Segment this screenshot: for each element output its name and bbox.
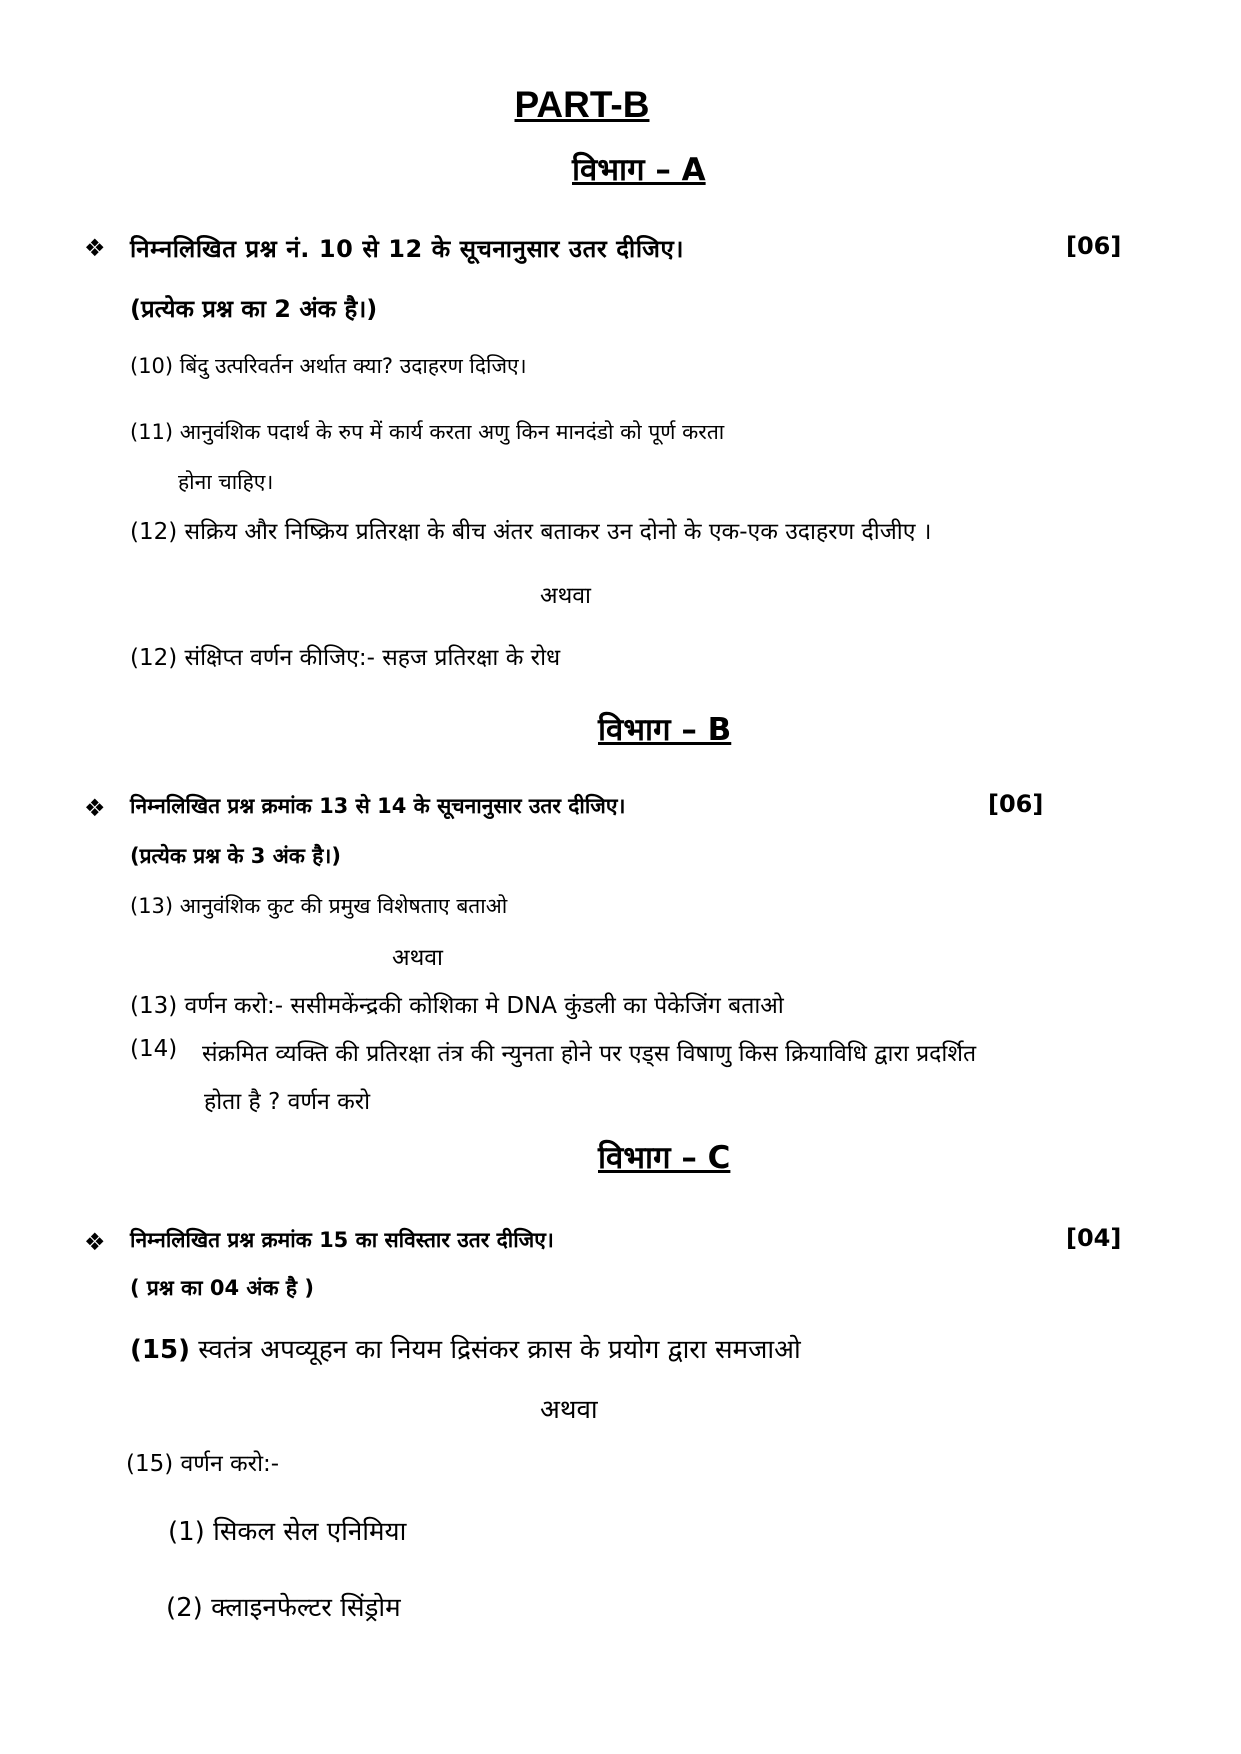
section-a-marks: [06] <box>1066 232 1122 260</box>
section-b-or: अथवा <box>392 945 444 971</box>
section-c-marks: [04] <box>1066 1224 1122 1252</box>
section-a-or: अथवा <box>540 583 592 609</box>
question-14-number: (14) <box>130 1036 178 1062</box>
section-b-title: विभाग – B <box>598 712 732 748</box>
question-15-alternative: (15) वर्णन करो:- <box>126 1451 280 1477</box>
section-c-or: अथवा <box>540 1395 598 1425</box>
section-b-sub-instruction: (प्रत्येक प्रश्न के 3 अंक है।) <box>130 844 341 868</box>
section-a-title: विभाग – A <box>572 152 706 188</box>
diamond-bullet-icon: ❖ <box>84 1228 106 1256</box>
section-c-title: विभाग – C <box>598 1140 731 1176</box>
question-11-line-2: होना चाहिए। <box>178 470 274 494</box>
question-15 <box>130 1330 801 1366</box>
question-11-line-1: (11) आनुवंशिक पदार्थ के रुप में कार्य करता अणु किन मानदंडो को पूर्ण करता <box>130 420 725 444</box>
section-a-instruction: निम्नलिखित प्रश्न नं. 10 से 12 के सूचनानुसार उतर दीजिए। <box>130 235 685 263</box>
diamond-bullet-icon: ❖ <box>84 794 106 822</box>
question-15-text: स्वतंत्र अपव्यूहन का नियम द्रिसंकर क्रास के प्रयोग द्वारा समजाओ <box>198 1335 801 1365</box>
section-b-marks: [06] <box>988 790 1044 818</box>
question-12-alternative: (12) संक्षिप्त वर्णन कीजिए:- सहज प्रतिरक्षा के रोध <box>130 645 561 671</box>
question-14-line-1: संक्रमित व्यक्ति की प्रतिरक्षा तंत्र की न्युनता होने पर एड्स विषाणु किस क्रियाविधि द्वारा प्रदर्शित <box>202 1041 977 1067</box>
diamond-bullet-icon: ❖ <box>84 234 106 262</box>
section-b-instruction: निम्नलिखित प्रश्न क्रमांक 13 से 14 के सूचनानुसार उतर दीजिए। <box>130 794 626 818</box>
question-10: (10) बिंदु उत्परिवर्तन अर्थात क्या? उदाहरण दिजिए। <box>130 354 527 378</box>
part-title: PART-B <box>514 84 650 125</box>
question-13: (13) आनुवंशिक कुट की प्रमुख विशेषताए बताओ <box>130 894 508 918</box>
section-c-sub-instruction: ( प्रश्न का 04 अंक है ) <box>130 1276 314 1300</box>
section-a-sub-instruction: (प्रत्येक प्रश्न का 2 अंक है।) <box>130 295 378 323</box>
question-15-item-2: (2) क्लाइनफेल्टर सिंड्रोम <box>166 1593 401 1623</box>
question-14-line-2: होता है ? वर्णन करो <box>204 1089 371 1115</box>
question-15-number: (15) <box>130 1335 190 1365</box>
question-15-item-1: (1) सिकल सेल एनिमिया <box>168 1517 407 1547</box>
question-13-alternative: (13) वर्णन करो:- ससीमकेंन्द्रकी कोशिका मे DNA कुंडली का पेकेजिंग बताओ <box>130 993 784 1019</box>
question-12: (12) सक्रिय और निष्क्रिय प्रतिरक्षा के बीच अंतर बताकर उन दोनो के एक-एक उदाहरण दीजीए । <box>130 519 932 545</box>
section-c-instruction: निम्नलिखित प्रश्न क्रमांक 15 का सविस्तार उतर दीजिए। <box>130 1228 554 1252</box>
